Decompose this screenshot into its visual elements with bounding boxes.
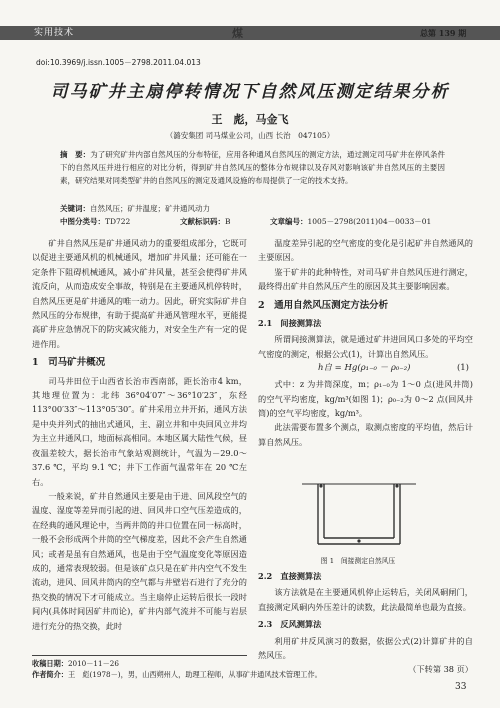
left-column [32,236,247,633]
right-column-top [258,236,473,449]
subsection-2-1-heading: 2.1 间接测算法 [258,318,322,329]
right-paragraph-7: 利用矿井反风演习的数据，依据公式(2)计算矿井的自然风压。 [258,635,473,661]
right-paragraph-4: 式中：z 为井筒深度，m；ρ₁₋₀为 1～0 点(进风井筒)的空气平均密度，kg/m³(如图 1)；ρ₀₋₂为 0～2 点(回风井筒)的空气平均密度，kg/m³。 [258,379,473,419]
abstract-text: 为了研究矿井内部自然风压的分布特征，应用各种通风自然风压的测定方法，通过测定司马矿井在停风条件下的自然风压并进行相应的对比分析，得到矿井自然风压的整体分布规律以及存风对影响该矿井自然风压的主要因素，研究结果对同类型矿井的自然风压的测定及通风设施的布局提供了一定的技术支持。 [60,150,446,185]
keywords-label: 关键词： [60,204,90,213]
footnote-divider [32,655,247,656]
header-issue: 总第 139 期 [420,28,467,38]
subsection-2-3-heading: 2.3 反风测算法 [258,619,322,630]
header-journal-mark: 煤 [232,27,243,40]
cls-value-2: B [225,217,231,226]
affiliation: （潞安集团 司马煤业公司，山西 长治 047105） [165,131,335,140]
received-label: 收稿日期： [32,659,68,668]
doi[interactable]: doi:10.3969/j.issn.1005－2798.2011.04.013 [36,58,201,67]
continued-note: （下转第 38 页） [408,664,473,675]
intro-paragraph: 矿井自然风压是矿井通风动力的重要组成部分，它既可以促进主要通风机的机械通风，增加矿井风量；还可能在一定条件下阻碍机械通风，减小矿井风量，甚至会使得矿井风流反向，从而造成安全事故，特别是在主要通风机停转时，自然风压更是矿井通风的唯一动力。因此，研究实际矿井自然风压的分布规律，有助于提高矿井通风管理水平，更能提高矿井应急情况下的防灾减灾能力，对安全生产有一定的促进作用。 [32,238,247,349]
formula-1-number: (1) [456,363,469,374]
right-paragraph-5: 此法需要布置多个测点，取测点密度的平均值，然后计算自然风压。 [258,422,473,447]
author-bio: 王 彪(1978－)，男，山西朔州人，助理工程师，从事矿井通风技术管理工作。 [67,670,322,679]
right-paragraph-6: 该方法就是在主要通风机停止运转后，关闭风硐闸门，直接测定风硐内外压差计的读数，此法最简单也最为直接。 [258,587,473,612]
subsection-2-2-heading: 2.2 直接测算法 [258,571,322,581]
article-title: 司马矿井主扇停转情况下自然风压测定结果分析 [50,82,450,102]
figure-1-caption: 图 1 间接测定自然风压 [320,557,396,565]
formula-1 [258,361,473,377]
figure-point-1 [319,484,322,487]
section-1-paragraph-1: 司马井田位于山西省长治市西南部，距长治市4 km，其地理位置为：北纬 36°04′07″～36°10′23″，东经 113°00′33″～113°05′30″。矿井采用立井开拓，通风方法是中央并列式的抽出式通风，主、副立井和中央回风立井均为主立井通风口，地面标高相同。本地区属大陆性气候，昼夜温差较大，据长治市气象站观测统计，气温为－29.0～37.6 ℃，平均 9.1 ℃；井下工作面气温常年在 20 ℃左右。 [32,375,247,487]
header-section-tag: 实用技术 [34,28,75,38]
cls-label-2: 文献标识码： [180,217,225,226]
cls-value-1: TD722 [105,217,131,226]
right-paragraph-3: 所谓间接测算法，就是通过矿井进回风口多处的平均空气密度的测定，根据公式(1)，计算出自然风压。 [258,334,473,359]
classification [60,216,431,227]
keywords-text: 自然风压；矿井温度；矿井通风动力 [90,204,210,213]
keywords [60,203,445,214]
formula-1-expression: h自 = Hg(ρ₁₋₀ － ρ₀₋₂) [318,363,411,374]
cls-value-3: 1005－2798(2011)04－0033－01 [307,217,432,226]
figure-point-2 [395,484,398,487]
page-number: 33 [455,682,467,692]
figure-1-diagram [296,476,422,552]
figure-point-0 [357,539,360,542]
author-bio-label: 作者简介： [32,670,68,679]
cls-label-3: 文章编号： [270,217,308,226]
authors: 王 彪，马金飞 [211,113,289,126]
section-2-heading: 2 通用自然风压测定方法分析 [258,299,389,311]
right-paragraph-2: 鉴于矿井的此种特性，对司马矿井自然风压进行测定，最终得出矿井自然风压产生的原因及其主要影响因素。 [258,266,473,292]
right-paragraph-1: 温度差异引起的空气密度的变化是引起矿井自然通风的主要原因。 [258,238,473,263]
received-date: 2010－11－26 [67,659,119,668]
received-line [32,658,322,669]
section-1-paragraph-2: 一般来说，矿井自然通风主要是由于进、回风段空气的温度、湿度等差异而引起的进、回风井口空气压差造成的，在经典的通风理论中，当两井筒的井口位置在同一标高时，一般不会形成两个井筒的空气梯度差，因此不会产生自然通风；或者是虽有自然通风，也是由于空气温度变化等原因造成的，通常表现较弱。但是该矿点只是在矿井内空气不发生流动，进风、回风井筒内的空气都与井壁岩石进行了充分的热交换的情况下才可能成立。当主扇停止运转后很长一段时间内(具体时间因矿井而论)，矿井内部气流并不可能与岩层进行充分的热交换，此时 [32,490,247,631]
section-1-heading: 1 司马矿井概况 [32,357,106,369]
author-bio-line [32,669,322,680]
abstract [60,148,445,187]
footnote [32,658,322,680]
cls-label-1: 中图分类号： [60,217,105,226]
abstract-label: 摘 要： [60,150,91,159]
